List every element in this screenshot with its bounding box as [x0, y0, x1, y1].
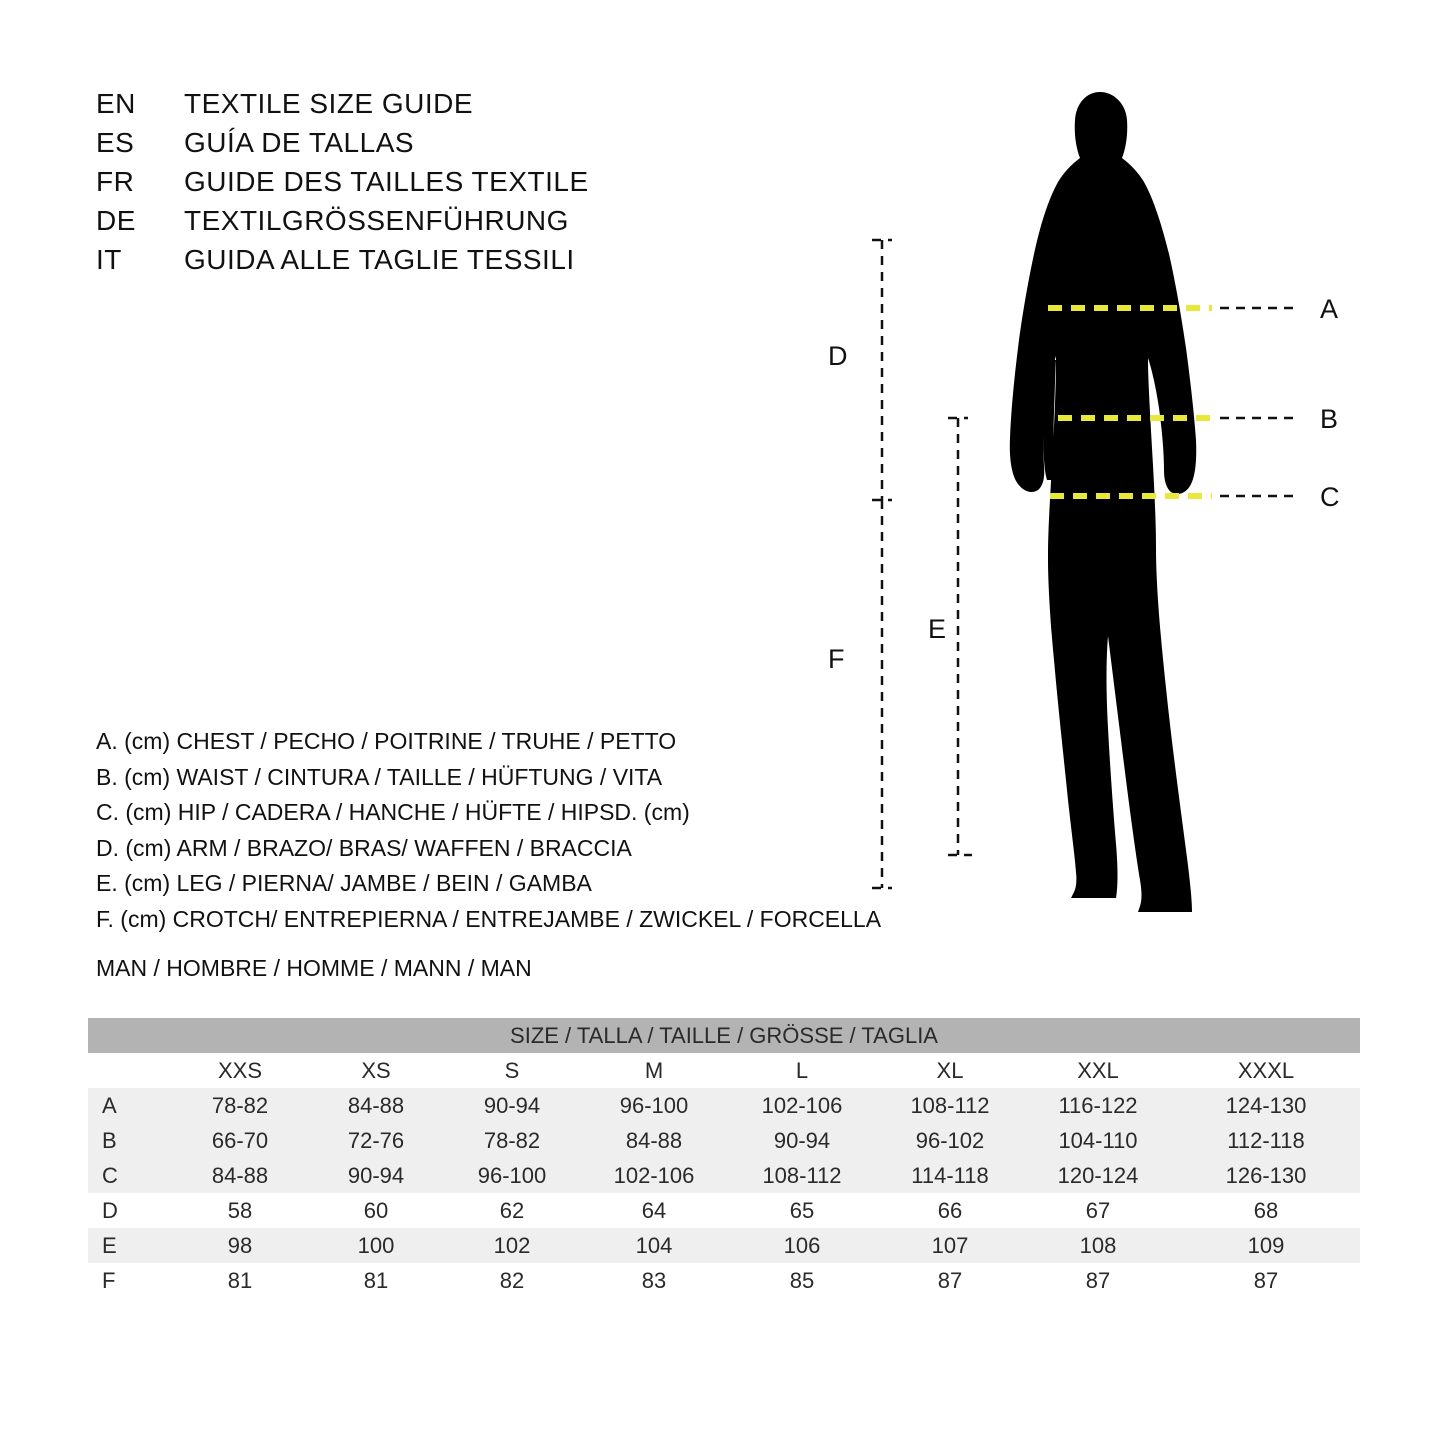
cell-e-xxs: 98 [172, 1228, 308, 1263]
table-row [88, 1193, 1360, 1228]
row-label-c: C [88, 1158, 172, 1193]
cell-d-s: 62 [444, 1193, 580, 1228]
size-xs: XS [308, 1053, 444, 1088]
cell-a-l: 102-106 [728, 1088, 876, 1123]
size-m: M [580, 1053, 728, 1088]
cell-a-xs: 84-88 [308, 1088, 444, 1123]
cell-f-m: 83 [580, 1263, 728, 1298]
legend-block [96, 724, 896, 937]
cell-c-l: 108-112 [728, 1158, 876, 1193]
crotch-dimension-bracket [872, 500, 892, 888]
cell-c-xs: 90-94 [308, 1158, 444, 1193]
label-b: B [1320, 404, 1339, 434]
legend-item-d: D. (cm) ARM / BRAZO/ BRAS/ WAFFEN / BRACCIA [96, 834, 632, 861]
row-label-b: B [88, 1123, 172, 1158]
table-header-band-label: SIZE / TALLA / TAILLE / GRÖSSE / TAGLIA [88, 1018, 1360, 1053]
title-lang-it: IT [96, 244, 122, 275]
size-xxl: XXL [1024, 1053, 1172, 1088]
cell-b-l: 90-94 [728, 1123, 876, 1158]
title-text-en: TEXTILE SIZE GUIDE [184, 88, 474, 119]
legend-item-f: F. (cm) CROTCH/ ENTREPIERNA / ENTREJAMBE / ZWICKEL / FORCELLA [96, 905, 882, 932]
title-row-fr [96, 166, 716, 205]
table-row [88, 1158, 1360, 1193]
size-row-corner [88, 1053, 172, 1088]
title-row-de [96, 205, 716, 244]
cell-a-m: 96-100 [580, 1088, 728, 1123]
label-e: E [928, 614, 947, 644]
cell-a-xl: 108-112 [876, 1088, 1024, 1123]
label-f: F [828, 644, 845, 674]
man-silhouette [1010, 92, 1196, 912]
size-table-wrap [88, 1018, 1360, 1298]
title-lang-en: EN [96, 88, 136, 119]
size-xl: XL [876, 1053, 1024, 1088]
legend-item-a: A. (cm) CHEST / PECHO / POITRINE / TRUHE / PETTO [96, 728, 677, 754]
size-s: S [444, 1053, 580, 1088]
cell-b-xxl: 104-110 [1024, 1123, 1172, 1158]
cell-b-m: 84-88 [580, 1123, 728, 1158]
title-lang-de: DE [96, 205, 136, 236]
table-row [88, 1263, 1360, 1298]
title-row-it [96, 244, 716, 283]
cell-c-s: 96-100 [444, 1158, 580, 1193]
legend-item-b: B. (cm) WAIST / CINTURA / TAILLE / HÜFTUNG / VITA [96, 763, 663, 790]
cell-b-xxxl: 112-118 [1172, 1123, 1360, 1158]
title-row-en [96, 88, 716, 127]
cell-d-xxl: 67 [1024, 1193, 1172, 1228]
label-c: C [1320, 482, 1340, 512]
arm-dimension-bracket [872, 240, 892, 500]
cell-f-xs: 81 [308, 1263, 444, 1298]
label-leader-lines [1220, 308, 1300, 496]
measurement-diagram [800, 60, 1400, 960]
table-row-sizes [88, 1053, 1360, 1088]
cell-f-s: 82 [444, 1263, 580, 1298]
title-lang-es: ES [96, 127, 135, 158]
row-label-a: A [88, 1088, 172, 1123]
title-text-it: GUIDA ALLE TAGLIE TESSILI [184, 244, 575, 275]
cell-e-xl: 107 [876, 1228, 1024, 1263]
cell-b-s: 78-82 [444, 1123, 580, 1158]
cell-f-xxs: 81 [172, 1263, 308, 1298]
cell-f-l: 85 [728, 1263, 876, 1298]
cell-a-xxl: 116-122 [1024, 1088, 1172, 1123]
cell-a-xxxl: 124-130 [1172, 1088, 1360, 1123]
title-text-fr: GUIDE DES TAILLES TEXTILE [184, 166, 589, 197]
title-text-es: GUÍA DE TALLAS [184, 127, 415, 158]
row-label-f: F [88, 1263, 172, 1298]
row-label-e: E [88, 1228, 172, 1263]
cell-c-m: 102-106 [580, 1158, 728, 1193]
size-xxxl: XXXL [1172, 1053, 1360, 1088]
cell-e-xs: 100 [308, 1228, 444, 1263]
cell-e-s: 102 [444, 1228, 580, 1263]
size-table [88, 1018, 1360, 1298]
cell-d-xs: 60 [308, 1193, 444, 1228]
title-row-es [96, 127, 716, 166]
size-l: L [728, 1053, 876, 1088]
leg-dimension-bracket [948, 418, 972, 855]
cell-c-xl: 114-118 [876, 1158, 1024, 1193]
size-xxs: XXS [172, 1053, 308, 1088]
cell-a-xxs: 78-82 [172, 1088, 308, 1123]
row-label-d: D [88, 1193, 172, 1228]
cell-d-xxxl: 68 [1172, 1193, 1360, 1228]
cell-a-s: 90-94 [444, 1088, 580, 1123]
label-a: A [1320, 294, 1339, 324]
legend-item-c: C. (cm) HIP / CADERA / HANCHE / HÜFTE / HIPSD. (cm) [96, 799, 690, 825]
cell-e-xxl: 108 [1024, 1228, 1172, 1263]
cell-f-xxl: 87 [1024, 1263, 1172, 1298]
cell-b-xs: 72-76 [308, 1123, 444, 1158]
cell-e-m: 104 [580, 1228, 728, 1263]
gender-label: MAN / HOMBRE / HOMME / MANN / MAN [96, 955, 532, 981]
cell-c-xxl: 120-124 [1024, 1158, 1172, 1193]
cell-b-xl: 96-102 [876, 1123, 1024, 1158]
cell-c-xxxl: 126-130 [1172, 1158, 1360, 1193]
cell-c-xxs: 84-88 [172, 1158, 308, 1193]
table-row [88, 1088, 1360, 1123]
table-row [88, 1123, 1360, 1158]
label-d: D [828, 341, 848, 371]
table-row [88, 1228, 1360, 1263]
cell-d-l: 65 [728, 1193, 876, 1228]
cell-e-xxxl: 109 [1172, 1228, 1360, 1263]
legend-item-e: E. (cm) LEG / PIERNA/ JAMBE / BEIN / GAMBA [96, 870, 592, 896]
title-lang-fr: FR [96, 166, 135, 197]
cell-f-xl: 87 [876, 1263, 1024, 1298]
cell-f-xxxl: 87 [1172, 1263, 1360, 1298]
cell-d-xl: 66 [876, 1193, 1024, 1228]
table-header-band [88, 1018, 1360, 1053]
cell-d-m: 64 [580, 1193, 728, 1228]
title-block [96, 88, 716, 283]
cell-b-xxs: 66-70 [172, 1123, 308, 1158]
cell-d-xxs: 58 [172, 1193, 308, 1228]
title-text-de: TEXTILGRÖSSENFÜHRUNG [184, 205, 569, 236]
cell-e-l: 106 [728, 1228, 876, 1263]
